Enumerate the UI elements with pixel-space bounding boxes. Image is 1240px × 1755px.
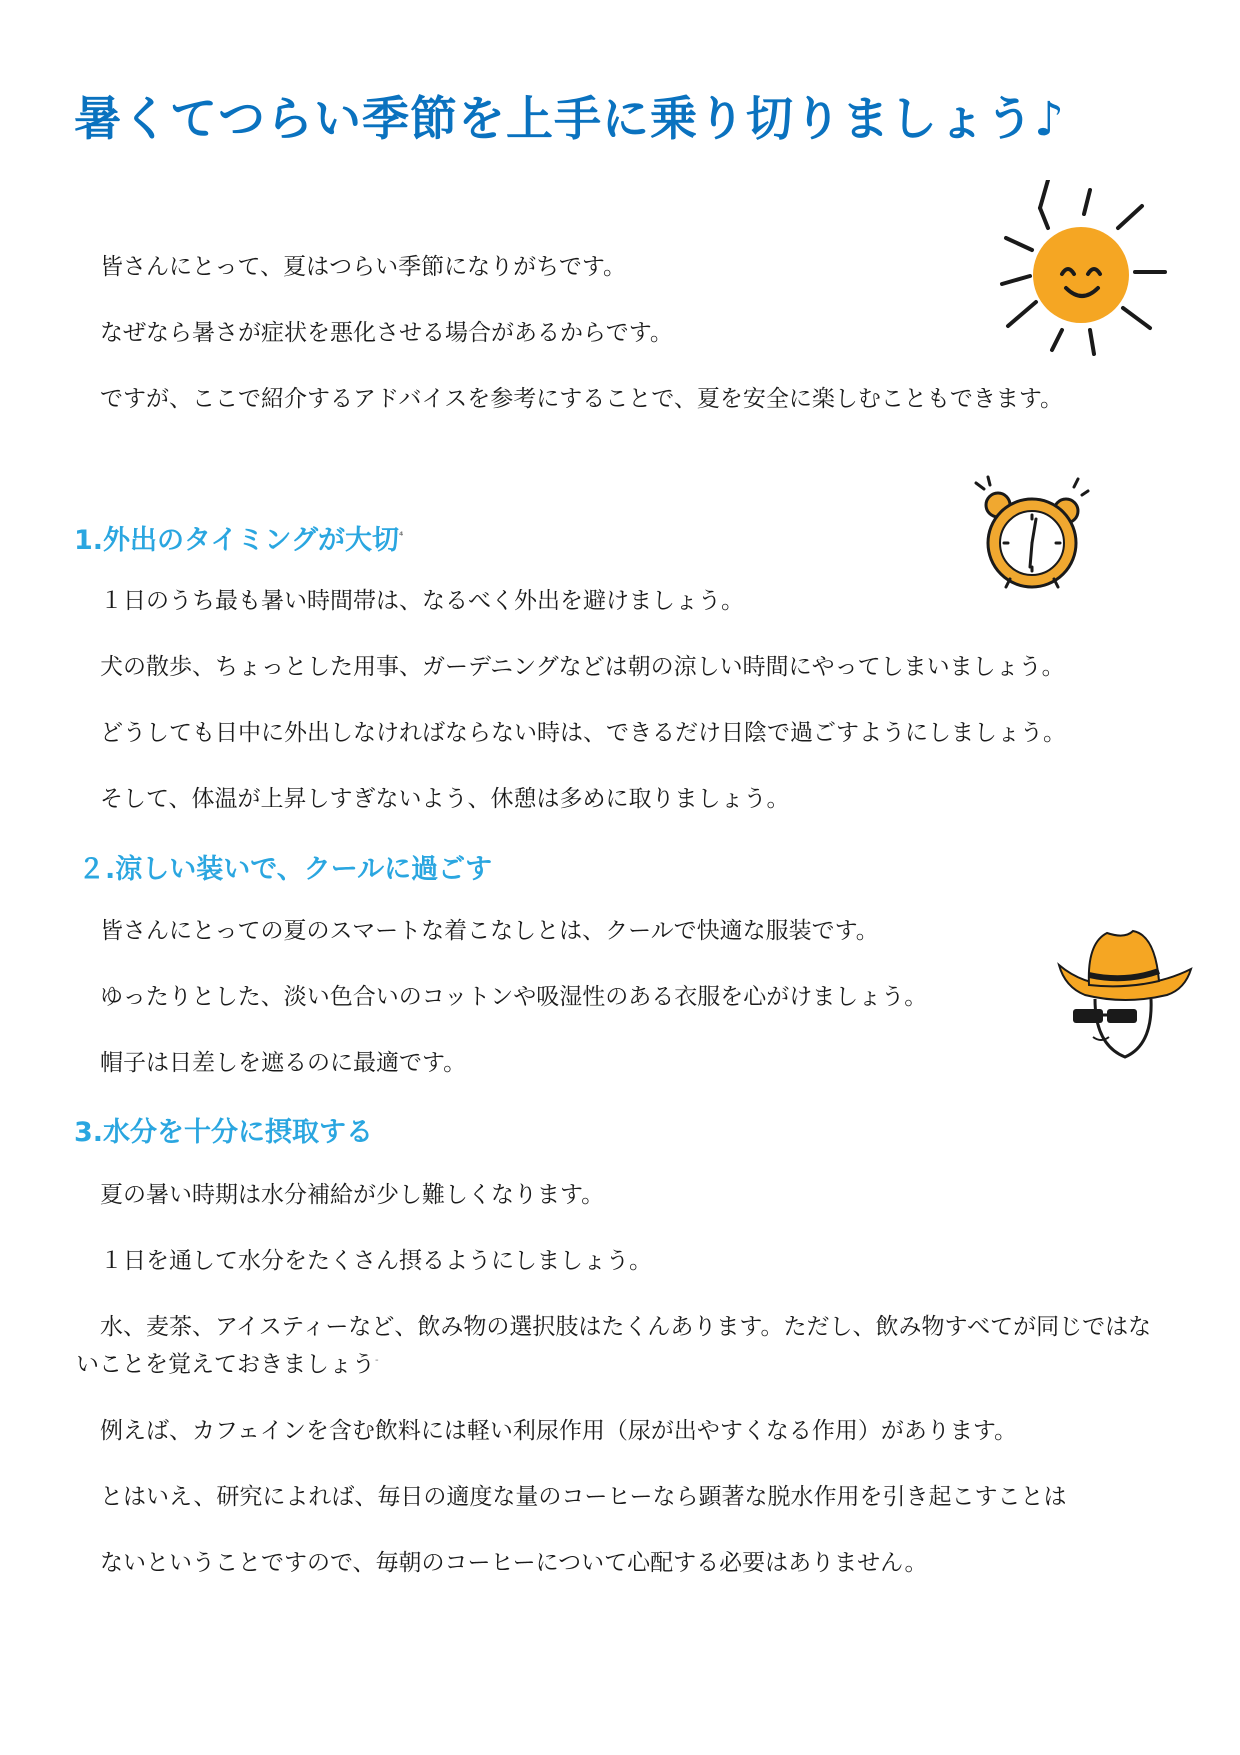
section-heading: 3.水分を十分に摂取する — [74, 1117, 374, 1148]
section-paragraph: とはいえ、研究によれば、毎日の適度な量のコーヒーなら顕著な脱水作用を引き起こすことは — [100, 1484, 1067, 1510]
section-paragraph: 犬の散歩、ちょっとした用事、ガーデニングなどは朝の涼しい時間にやってしまいましょう。 — [100, 654, 1065, 680]
alarm-clock-illustration — [970, 475, 1090, 595]
section-paragraph: 水、麦茶、アイスティーなど、飲み物の選択肢はたくんあります。ただし、飲み物すべてが同じではないことを覚えておきましょう- — [76, 1314, 1152, 1378]
intro-paragraph: ですが、ここで紹介するアドバイスを参考にすることで、夏を安全に楽しむこともできます。 — [100, 386, 1064, 412]
section-paragraph: ゆったりとした、淡い色合いのコットンや吸湿性のある衣服を心がけましょう。 — [100, 984, 928, 1010]
section-paragraph: １日のうち最も暑い時間帯は、なるべく外出を避けましょう。 — [100, 588, 744, 614]
section-paragraph: そして、体温が上昇しすぎないよう、休憩は多めに取りましょう。 — [100, 786, 790, 812]
section-paragraph: どうしても日中に外出しなければならない時は、できるだけ日陰で過ごすようにしましょう。 — [100, 720, 1066, 746]
section-heading: ２.涼しい装いで、クールに過ごす — [78, 854, 493, 885]
section-paragraph: 帽子は日差しを遮るのに最適です。 — [100, 1050, 467, 1076]
intro-paragraph: なぜなら暑さが症状を悪化させる場合があるからです。 — [100, 320, 673, 346]
section-paragraph: 皆さんにとっての夏のスマートな着こなしとは、クールで快適な服装です。 — [100, 918, 879, 944]
section-paragraph: 夏の暑い時期は水分補給が少し難しくなります。 — [100, 1182, 605, 1208]
section-paragraph: １日を通して水分をたくさん摂るようにしましょう。 — [100, 1248, 652, 1274]
paragraph-mark: - — [375, 1355, 379, 1366]
intro-paragraph: 皆さんにとって、夏はつらい季節になりがちです。 — [100, 254, 627, 280]
hat-man-illustration — [1055, 925, 1195, 1065]
section-paragraph: ないということですので、毎朝のコーヒーについて心配する必要はありません。 — [100, 1550, 928, 1576]
section-paragraph: 例えば、カフェインを含む飲料には軽い利尿作用（尿が出やすくなる作用）があります。 — [100, 1418, 1018, 1444]
heading-mark: ⁴ — [398, 531, 404, 542]
section-heading: 1.外出のタイミングが大切$^{^4}$ — [74, 525, 404, 556]
sun-illustration — [990, 180, 1185, 360]
page-title: 暑くてつらい季節を上手に乗り切りましょう♪ — [74, 92, 1065, 147]
